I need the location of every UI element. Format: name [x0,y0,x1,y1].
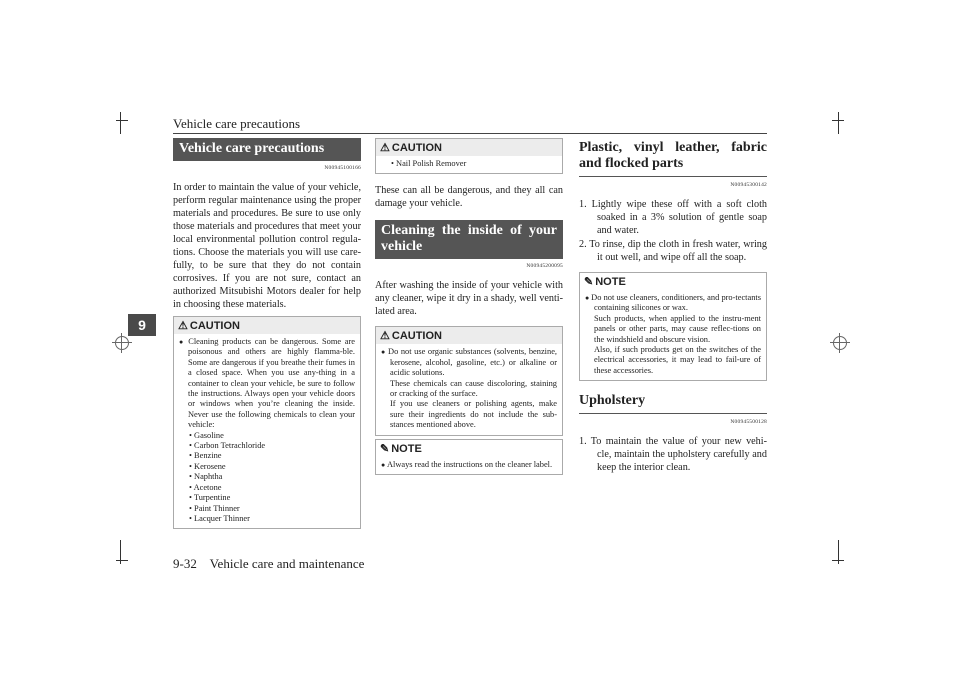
section-code: N00945200095 [526,263,563,270]
list-item: • Nail Polish Remover [391,159,557,169]
crop-mark [116,120,128,121]
note-box [375,439,563,475]
caution-box [173,316,361,529]
list-item: • Kerosene [189,462,355,472]
chemical-list [179,431,355,525]
warning-triangle-icon: ⚠ [178,320,188,332]
list-item: • Acetone [189,483,355,493]
section-heading: Upholstery [579,391,767,414]
step-list [579,435,767,474]
caution-header: ⚠ CAUTION [376,327,562,344]
caution-header: ⚠ CAUTION [376,139,562,156]
caution-text: ● Do not use organic substances (solvents, benzine, kerosene, alcohol, gasoline, etc.) or alkaline or acidic solutions. [381,347,557,378]
section-heading: Plastic, vinyl leather, fabric and flocked parts [579,138,767,177]
chemical-list [381,159,557,169]
pencil-note-icon: ✎ [584,276,594,288]
header-rule [173,133,767,134]
note-box [579,272,767,381]
list-item: • Naphtha [189,472,355,482]
section-heading: Cleaning the inside of your vehicle [375,220,563,259]
chapter-tab: 9 [128,314,156,336]
list-item: • Benzine [189,451,355,461]
page-number: 9-32 [173,556,197,571]
chapter-title: Vehicle care and maintenance [209,556,365,571]
list-item: 1. To maintain the value of your new vehi-cle, maintain the upholstery carefully and keep the interior clean. [579,436,767,474]
crop-mark [838,112,839,134]
note-text: ● Do not use cleaners, conditioners, and pro-tectants containing silicones or wax. [585,293,761,314]
caution-box [375,326,563,435]
note-text: ● Always read the instructions on the cleaner label. [381,460,557,470]
paragraph: After washing the inside of your vehicle with any cleaner, wipe it dry in a shady, well venti-lated area. [375,280,563,318]
paragraph: These can all be dangerous, and they all can damage your vehicle. [375,185,563,210]
crop-mark [116,560,128,561]
list-item: • Carbon Tetrachloride [189,441,355,451]
registration-mark [115,336,129,350]
section-code: N00945100166 [324,165,361,171]
caution-text: If you use cleaners or polishing agents, make sure their ingredients do not include the sub-stances mentioned above. [390,399,557,430]
page-footer [173,556,364,572]
crop-mark [832,560,844,561]
warning-triangle-icon: ⚠ [380,142,390,154]
caution-text: ● Cleaning products can be dangerous. Some are poisonous and others are highly flamma-ble. Some are dangerous if you breathe their fumes in a closed space. When you use any-thing in a container to clean your vehicle, be sure to follow the instructions. Always open your vehicle doors or windows when you’re cleaning the inside. Never use the following chemicals to clean your vehicle: [179,337,355,431]
note-header: ✎ NOTE [376,440,562,457]
column-1 [173,138,361,529]
registration-mark [833,336,847,350]
warning-triangle-icon: ⚠ [380,330,390,343]
intro-paragraph: In order to maintain the value of your vehicle, perform regular maintenance using the proper materials and procedures. Be sure to use only those materials and procedures that meet your local environmental pollution control regula-tions. Choose the materials you will use care-fully, to be sure that they do not contain corrosives. If you are not sure, contact an authorized Mitsubishi Motors dealer for help in choosing these materials. [173,182,361,310]
caution-header: ⚠ CAUTION [174,317,360,334]
caution-box-continued [375,138,563,174]
note-text: Also, if such products get on the switches of the electrical accessories, it may lead to fail-ure of these accessories. [594,345,761,375]
column-3 [579,138,767,475]
list-item: • Turpentine [189,493,355,503]
step-list [579,198,767,264]
note-header: ✎ NOTE [580,273,766,290]
section-heading: Vehicle care precautions [173,138,361,161]
section-code: N00945500128 [730,419,767,426]
crop-mark [832,120,844,121]
page-header-title: Vehicle care precautions [173,116,301,131]
list-item: 1. Lightly wipe these off with a soft cloth soaked in a 3% solution of gentle soap and water. [579,199,767,236]
caution-text: These chemicals can cause discoloring, staining or cracking of the surface. [390,378,557,399]
list-item: • Lacquer Thinner [189,514,355,524]
section-code: N00945300142 [730,182,767,188]
crop-mark [120,112,121,134]
list-item: • Paint Thinner [189,504,355,514]
note-text: Such products, when applied to the instru-ment panels or other parts, may cause reflec-tions on the windshield and obscure vision. [594,313,761,344]
list-item: • Gasoline [189,431,355,441]
list-item: 2. To rinse, dip the cloth in fresh water, wring it out well, and wipe off all the soap. [579,239,767,263]
column-2 [375,138,563,475]
pencil-note-icon: ✎ [380,442,390,455]
